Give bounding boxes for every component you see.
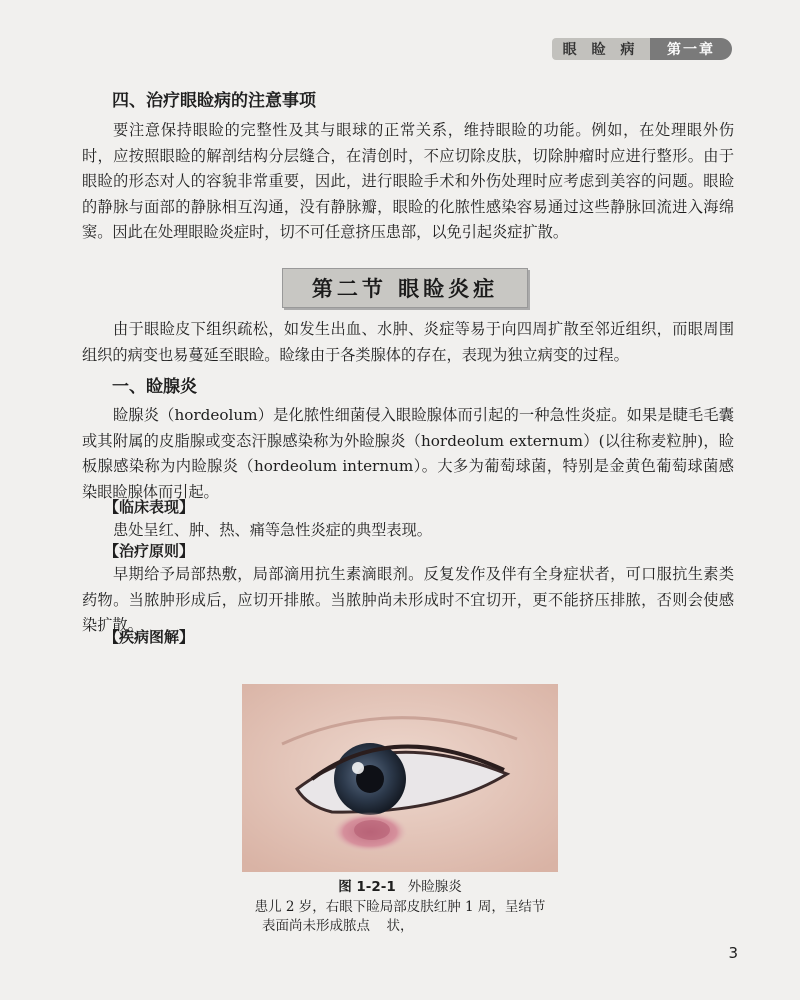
paragraph-intro: 由于眼睑皮下组织疏松，如发生出血、水肿、炎症等易于向四周扩散至邻近组织，而眼周围组织的病变也易蔓延至眼睑。睑缘由于各类腺体的存在，表现为独立病变的过程。 (82, 320, 734, 364)
section-heading-notes: 四、治疗眼睑病的注意事项 (112, 91, 316, 111)
treatment-label: 【治疗原则】 (104, 542, 195, 560)
clinical-text: 患处呈红、肿、热、痛等急性炎症的典型表现。 (113, 521, 432, 539)
subsection-heading-hordeolum: 一、睑腺炎 (112, 377, 197, 397)
chapter-topic: 眼 睑 病 (552, 38, 650, 60)
page-number: 3 (728, 944, 738, 962)
clinical-label: 【临床表现】 (104, 498, 195, 516)
eye-illustration (242, 684, 558, 872)
figure-title: 外睑腺炎 (407, 879, 462, 895)
figure-caption-line1: 患儿 2 岁，右眼下睑局部皮肤红肿 1 周，呈结节状， (254, 899, 546, 934)
paragraph-definition: 睑腺炎（hordeolum）是化脓性细菌侵入眼睑腺体而引起的一种急性炎症。如果是睫毛毛囊或其附属的皮脂腺或变态汗腺感染称为外睑腺炎（hordeolum externum）(以往称麦粒肿)，睑板腺感染称为内睑腺炎（hordeolum internum）。大多为葡萄球菌，特别是金黄色葡萄球菌感染眼睑腺体而引起。 (82, 406, 734, 501)
figure-caption-title (242, 878, 558, 897)
chapter-header-tab (552, 38, 732, 60)
treatment-text: 早期给予局部热敷，局部滴用抗生素滴眼剂。反复发作及伴有全身症状者，可口服抗生素类药物。当脓肿形成后，应切开排脓。当脓肿尚未形成时不宜切开，更不能挤压排脓，否则会使感染扩散。 (82, 565, 734, 634)
figure-number: 图 1-2-1 (338, 879, 396, 895)
figure-caption-line2: 表面尚未形成脓点 (262, 918, 370, 934)
clinical-photo-eye (242, 684, 558, 872)
illustration-label: 【疾病图解】 (104, 628, 195, 646)
section-title-box: 第二节 眼睑炎症 (282, 268, 528, 308)
chapter-number: 第一章 (650, 38, 732, 60)
paragraph-notes: 要注意保持眼睑的完整性及其与眼球的正常关系，维持眼睑的功能。例如，在处理眼外伤时，应按照眼睑的解剖结构分层缝合，在清创时，不应切除皮肤，切除肿瘤时应进行整形。由于眼睑的形态对人的容貌非常重要，因此，进行眼睑手术和外伤处理时应考虑到美容的问题。眼睑的静脉与面部的静脉相互沟通，没有静脉瓣，眼睑的化脓性感染容易通过这些静脉回流进入海绵窦。因此在处理眼睑炎症时，切不可任意挤压患部，以免引起炎症扩散。 (82, 121, 734, 241)
